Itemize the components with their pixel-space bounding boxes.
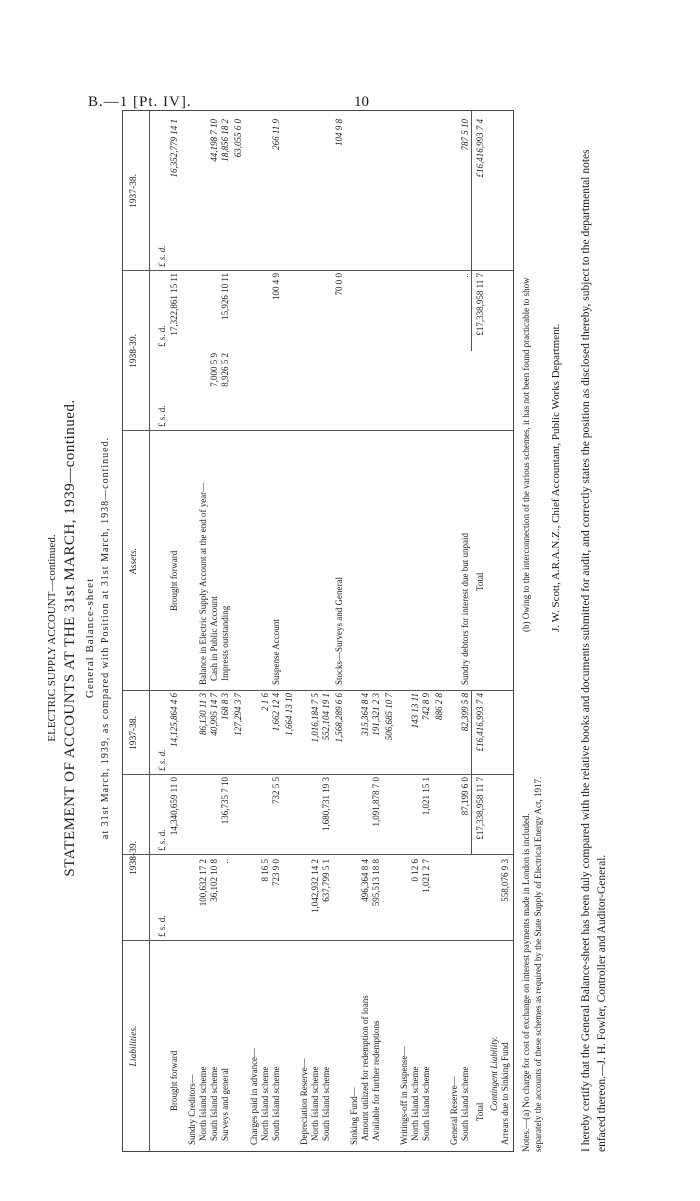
asset-balance-heading: Balance in Electric Supply Account at the end of year— bbox=[198, 482, 208, 685]
liab-depr-total: 1,680,731 19 3 bbox=[321, 777, 331, 831]
currency-label: £ s. d. bbox=[157, 245, 167, 267]
asset-stocks-prev: 104 9 8 bbox=[334, 119, 344, 146]
liab-total-prev: £16,416,993 7 4 bbox=[475, 693, 485, 752]
liab-depr-heading: Depreciation Reserve— bbox=[299, 1058, 309, 1145]
liab-charges-prev-total: 1,664 13 10 bbox=[284, 693, 294, 736]
header-1938-39: 1938-39. bbox=[129, 840, 139, 876]
liab-sundry-ni-prev: 86,130 11 3 bbox=[198, 693, 208, 736]
liab-sundry-si-prev: 40,995 14 7 bbox=[209, 693, 219, 736]
col-divider bbox=[123, 940, 513, 941]
liab-writings-ni: North Island scheme bbox=[410, 1066, 420, 1141]
balance-sheet-table bbox=[122, 110, 514, 1152]
asset-suspense-prev: 266 11 9 bbox=[271, 119, 281, 150]
liab-bf-1938: 14,125,864 4 6 bbox=[169, 693, 179, 747]
liab-depr-si: South Island scheme bbox=[321, 1066, 331, 1141]
asset-balance-total: 15,926 10 11 bbox=[220, 273, 230, 320]
currency-label: £ s. d. bbox=[157, 749, 167, 771]
liab-writings-heading: Writings-off in Suspense— bbox=[399, 1046, 409, 1145]
liab-writings-si-sub: 1,021 2 7 bbox=[421, 859, 431, 893]
asset-total-prev: £16,416,993 7 4 bbox=[475, 119, 485, 178]
liab-sundry-si: South Island scheme bbox=[209, 1066, 219, 1141]
liab-depr-ni-prev: 1,016,184 7 5 bbox=[310, 693, 320, 743]
liab-sinking-prev-total: 506,685 10 7 bbox=[384, 693, 394, 741]
liab-sinking-heading: Sinking Fund— bbox=[349, 1087, 359, 1145]
currency-label: £ s. d. bbox=[157, 325, 167, 347]
currency-label: £ s. d. bbox=[157, 829, 167, 851]
liab-sundry-sg: Surveys and general bbox=[220, 1068, 230, 1141]
page-number: 10 bbox=[354, 94, 369, 110]
liab-depr-ni-sub: 1,042,932 14 2 bbox=[310, 859, 320, 913]
liab-writings-ni-sub: 0 12 6 bbox=[410, 859, 420, 882]
liab-bf-1939: 14,340,659 11 0 bbox=[169, 777, 179, 836]
total-rule bbox=[471, 691, 472, 855]
rotated-document bbox=[40, 108, 675, 1168]
liab-writings-prev-total: 886 2 8 bbox=[434, 693, 444, 720]
asset-sundry-debtors-total: .. bbox=[460, 273, 470, 278]
balance-sheet-title: General Balance-sheet bbox=[84, 577, 96, 699]
liab-sinking-a: Amount utilized for redemption of loans bbox=[360, 995, 370, 1141]
liab-sundry-ni: North Island scheme bbox=[198, 1066, 208, 1141]
liab-charges-total: 732 5 5 bbox=[271, 777, 281, 804]
liab-sinking-b: Available for further redemptions bbox=[371, 1020, 381, 1141]
liab-depr-si-prev: 552,104 19 1 bbox=[321, 693, 331, 741]
liab-general-prev: 82,399 5 8 bbox=[460, 693, 470, 732]
liab-sundry-total: 136,735 7 10 bbox=[220, 777, 230, 825]
liab-general-heading: General Reserve— bbox=[449, 1076, 459, 1145]
accountant-signature: J. W. Scott, A.R.A.N.Z., Chief Accountant, Public Works Department. bbox=[550, 323, 562, 632]
liab-sinking-a-sub: 496,364 8 4 bbox=[360, 859, 370, 902]
liab-charges-heading: Charges paid in advance— bbox=[249, 1047, 259, 1145]
header-rule bbox=[149, 111, 150, 1151]
liab-sundry-heading: Sundry Creditors— bbox=[187, 1074, 197, 1145]
asset-balance-cash-sub: 7,000 5 9 bbox=[209, 353, 219, 387]
statement-title: STATEMENT OF ACCOUNTS AT THE 31st MARCH, 1939—continued. bbox=[62, 399, 78, 877]
liab-total: £17,338,958 11 7 bbox=[475, 777, 485, 840]
liab-sundry-ni-sub: 100,632 17 2 bbox=[198, 859, 208, 907]
header-1937-38: 1937-38. bbox=[129, 715, 139, 751]
liab-total-label: Total bbox=[475, 1102, 485, 1121]
header-liabilities: Liabilities. bbox=[129, 1025, 139, 1067]
total-rule bbox=[471, 111, 472, 351]
asset-sundry-debtors-prev: 787 5 10 bbox=[460, 119, 470, 151]
liab-general-si: South Island scheme bbox=[460, 1066, 470, 1141]
asset-suspense: Suspense Account bbox=[271, 619, 281, 685]
asset-bf-1938: 16,352,779 14 1 bbox=[169, 119, 179, 178]
asset-total: £17,338,958 11 7 bbox=[475, 273, 485, 336]
liab-sundry-prev-total: 127,294 3 7 bbox=[233, 693, 243, 736]
asset-stocks: Stocks—Surveys and General bbox=[334, 577, 344, 685]
currency-label: £ s. d. bbox=[157, 405, 167, 427]
liab-sinking-b-prev: 191,321 2 3 bbox=[371, 693, 381, 736]
liab-depr-ni: North Island scheme bbox=[310, 1066, 320, 1141]
liab-charges-si-prev: 1,662 12 4 bbox=[271, 693, 281, 732]
liab-charges-ni-sub: 8 16 5 bbox=[260, 859, 270, 882]
note-b: (b) Owing to the interconnection of the various schemes, it has not been found practicable to show bbox=[521, 277, 531, 632]
liab-sundry-sg-prev: 168 8 3 bbox=[220, 693, 230, 720]
asset-balance-cash: Cash in Public Account bbox=[209, 596, 219, 681]
liab-depr-si-sub: 637,799 5 1 bbox=[321, 859, 331, 902]
liab-sinking-total: 1,091,878 7 0 bbox=[371, 777, 381, 827]
liab-charges-si-sub: 723 9 0 bbox=[271, 859, 281, 886]
asset-balance-imprest: Imprests outstanding bbox=[220, 605, 230, 681]
liab-depr-prev-total: 1,568,289 6 6 bbox=[334, 693, 344, 743]
account-title: ELECTRIC SUPPLY ACCOUNT—continued. bbox=[46, 534, 58, 742]
liab-charges-si: South Island scheme bbox=[271, 1066, 281, 1141]
audit-certificate: I hereby certify that the General Balance-sheet has been duly compared with the relative books and documents submitted for audit, and correctly states the position as disclosed thereby, subject to the departmental notes enfaced thereon.—J. H. Fowler, Controller and Auditor-General. bbox=[580, 149, 608, 1152]
liab-writings-si: South Island scheme bbox=[421, 1066, 431, 1141]
col-divider bbox=[123, 854, 513, 855]
header-assets-1938-39: 1938-39. bbox=[129, 333, 139, 369]
liab-sinking-b-sub: 595,513 18 8 bbox=[371, 859, 381, 907]
liab-writings-si-prev: 742 8 9 bbox=[421, 693, 431, 720]
liab-contingent-arrears: Arrears due to Sinking Fund bbox=[500, 1042, 510, 1145]
asset-balance-imprest-sub: 8,926 5 2 bbox=[220, 353, 230, 387]
liab-sinking-a-prev: 315,364 8 4 bbox=[360, 693, 370, 736]
liab-general-total: 87,199 6 0 bbox=[460, 777, 470, 816]
currency-label: £ s. d. bbox=[157, 915, 167, 937]
asset-balance-prev-total: 63,055 6 0 bbox=[233, 119, 243, 158]
asset-brought-forward: Brought forward bbox=[169, 550, 179, 611]
page-reference: B.—1 [Pt. IV]. bbox=[88, 94, 192, 110]
liab-contingent-heading: Contingent Liability. bbox=[489, 1036, 499, 1111]
balance-sheet-subtitle: at 31st March, 1939, as compared with Position at 31st March, 1938—continued. bbox=[100, 436, 111, 840]
asset-sundry-debtors: Sundry debtors for interest due but unpaid bbox=[460, 533, 470, 685]
col-divider bbox=[123, 690, 513, 691]
asset-stocks-total: 70 0 0 bbox=[334, 273, 344, 296]
note-a-line1: Notes.—(a) No charge for cost of exchange on interest payments made in London is included. bbox=[521, 813, 531, 1152]
note-a bbox=[520, 672, 544, 1152]
liab-writings-total: 1,021 15 1 bbox=[421, 777, 431, 816]
asset-balance-cash-prev: 44,198 7 10 bbox=[209, 119, 219, 162]
liab-contingent-sub: 558,076 9 3 bbox=[500, 859, 510, 902]
note-a-line2: separately the accounts of these schemes as required by the State Supply of Electrical Energy Act, 1917. bbox=[533, 776, 543, 1152]
liab-charges-ni: North Island scheme bbox=[260, 1066, 270, 1141]
col-divider bbox=[123, 270, 513, 271]
header-assets-1937-38: 1937-38. bbox=[129, 173, 139, 209]
liab-sundry-si-sub: 36,102 10 8 bbox=[209, 859, 219, 902]
header-assets: Assets. bbox=[129, 547, 139, 575]
liab-sundry-sg-sub: .. bbox=[220, 859, 230, 864]
asset-bf-1939: 17,322,861 15 11 bbox=[169, 273, 179, 336]
col-divider bbox=[123, 430, 513, 431]
asset-suspense-total: 100 4 9 bbox=[271, 273, 281, 300]
asset-total-label: Total bbox=[475, 572, 485, 591]
liab-charges-ni-prev: 2 1 6 bbox=[260, 693, 270, 711]
liab-writings-ni-prev: 143 13 11 bbox=[410, 693, 420, 729]
liab-brought-forward: Brought forward bbox=[169, 1050, 179, 1111]
asset-balance-imprest-prev: 18,856 18 2 bbox=[220, 119, 230, 162]
